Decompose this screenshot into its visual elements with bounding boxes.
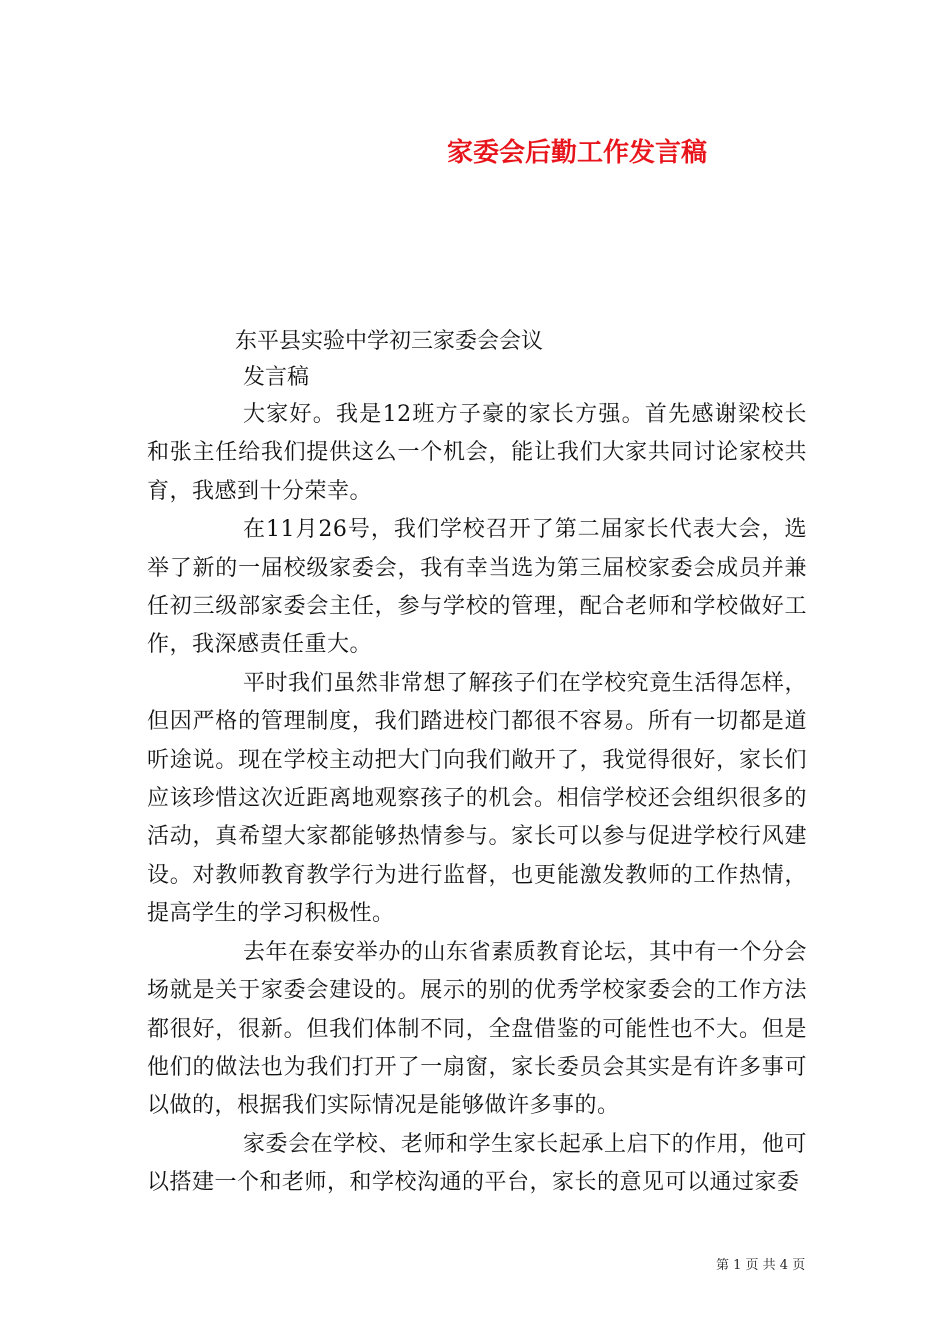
document-title: 家委会后勤工作发言稿 xyxy=(447,138,708,168)
paragraph: 大家好。我是12班方子豪的家长方强。首先感谢梁校长和张主任给我们提供这么一个机会，能让我们大家共同讨论家校共育，我感到十分荣幸。 xyxy=(147,402,807,504)
document-body xyxy=(147,396,807,1203)
paragraph: 家委会在学校、老师和学生家长起承上启下的作用，他可以搭建一个和老师，和学校沟通的平台，家长的意见可以通过家委 xyxy=(147,1131,807,1196)
document-subtitle-line2: 发言稿 xyxy=(243,365,310,390)
paragraph: 在11月26号，我们学校召开了第二届家长代表大会，选举了新的一届校级家委会，我有幸当选为第三届校家委会成员并兼任初三级部家委会主任，参与学校的管理，配合老师和学校做好工作，我深感责任重大。 xyxy=(147,517,807,658)
document-subtitle: 东平县实验中学初三家委会会议 xyxy=(235,329,544,354)
page-number-footer: 第 1 页 共 4 页 xyxy=(716,1258,806,1273)
paragraph: 去年在泰安举办的山东省素质教育论坛，其中有一个分会场就是关于家委会建设的。展示的别的优秀学校家委会的工作方法都很好，很新。但我们体制不同，全盘借鉴的可能性也不大。但是他们的做法也为我们打开了一扇窗，家长委员会其实是有许多事可以做的，根据我们实际情况是能够做许多事的。 xyxy=(147,939,807,1119)
paragraph: 平时我们虽然非常想了解孩子们在学校究竟生活得怎样，但因严格的管理制度，我们踏进校门都很不容易。所有一切都是道听途说。现在学校主动把大门向我们敞开了，我觉得很好，家长们应该珍惜这次近距离地观察孩子的机会。相信学校还会组织很多的活动，真希望大家都能够热情参与。家长可以参与促进学校行风建设。对教师教育教学行为进行监督，也更能激发教师的工作热情，提高学生的学习积极性。 xyxy=(147,670,807,927)
